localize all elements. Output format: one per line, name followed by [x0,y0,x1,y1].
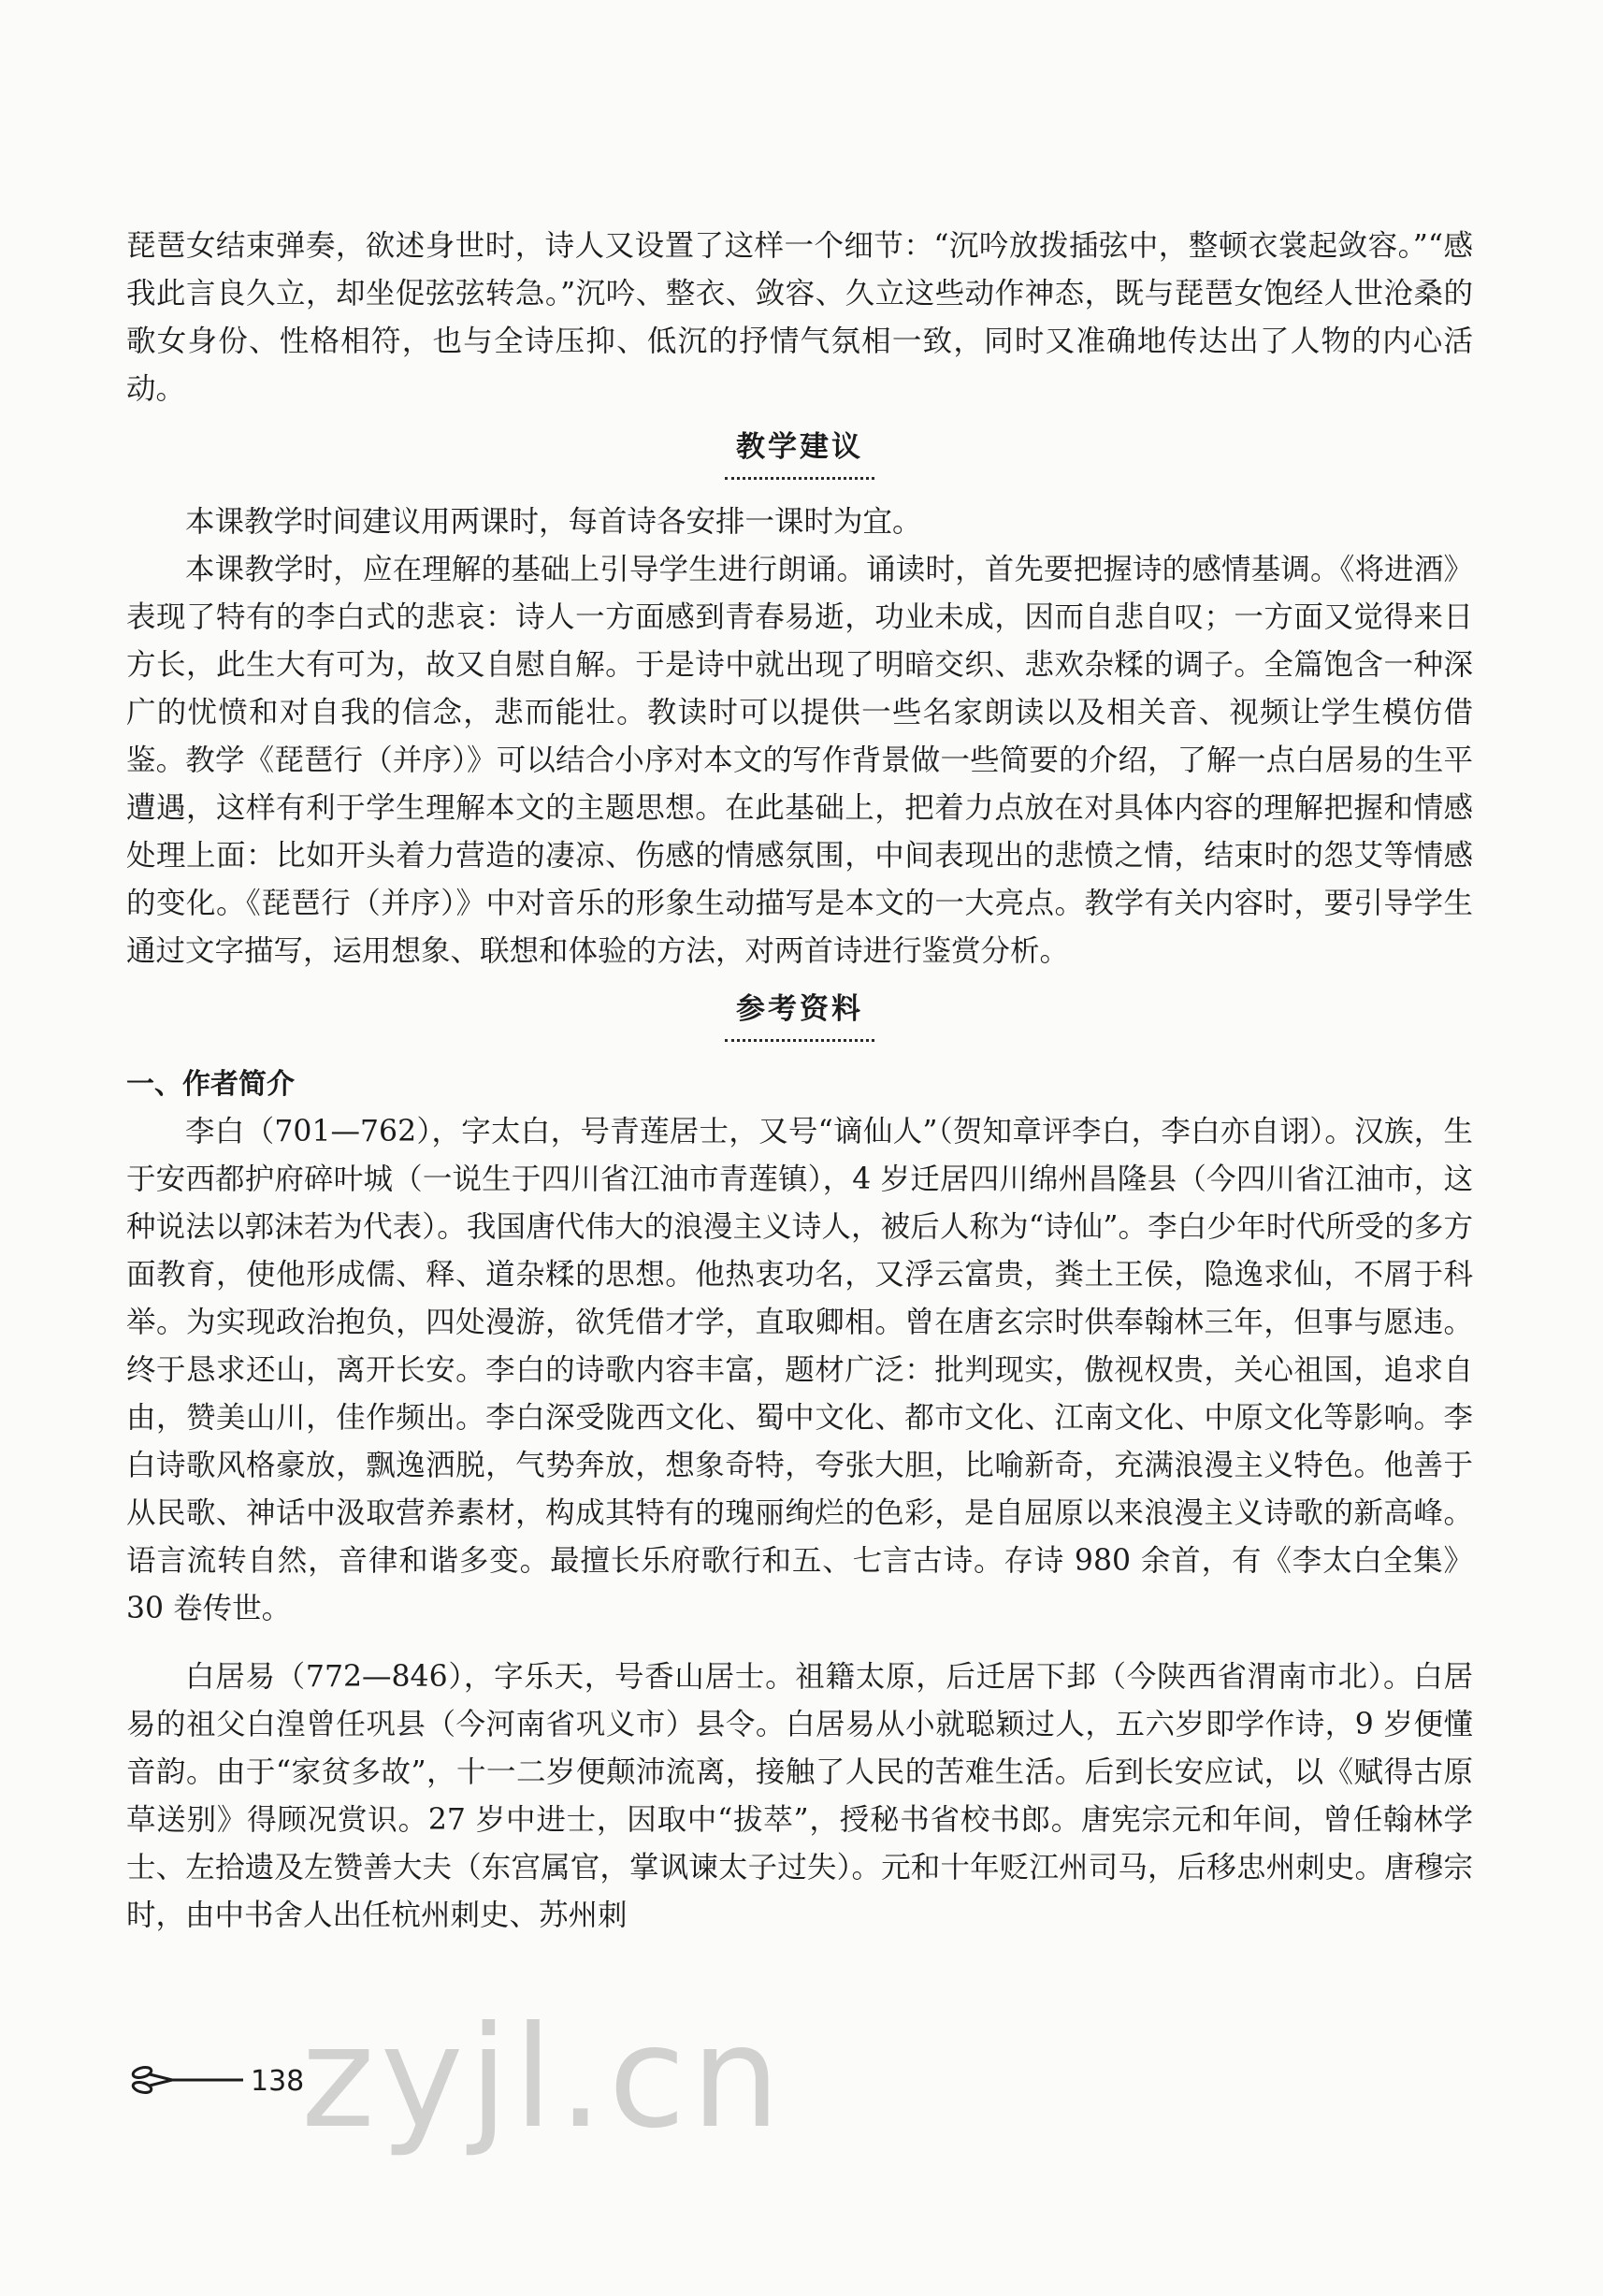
reference-section-title: 参考资料 [725,989,874,1042]
teaching-paragraph-2: 本课教学时，应在理解的基础上引导学生进行朗诵。诵读时，首先要把握诗的感情基调。《将进酒》表现了特有的李白式的悲哀：诗人一方面感到青春易逝，功业未成，因而自悲自叹；一方面又觉得来日方长，此生大有可为，故又自慰自解。于是诗中就出现了明暗交织、悲欢杂糅的调子。全篇饱含一种深广的忧愤和对自我的信念，悲而能壮。教读时可以提供一些名家朗读以及相关音、视频让学生模仿借鉴。教学《琵琶行（并序）》可以结合小序对本文的写作背景做一些简要的介绍，了解一点白居易的生平遭遇，这样有利于学生理解本文的主题思想。在此基础上，把着力点放在对具体内容的理解把握和情感处理上面：比如开头着力营造的凄凉、伤感的情感氛围，中间表现出的悲愤之情，结束时的怨艾等情感的变化。《琵琶行（并序）》中对音乐的形象生动描写是本文的一大亮点。教学有关内容时，要引导学生通过文字描写，运用想象、联想和体验的方法，对两首诗进行鉴赏分析。 [126,553,1473,968]
author-intro-subheading: 一、作者简介 [126,1068,295,1101]
intro-paragraph: 琵琶女结束弹奏，欲述身世时，诗人又设置了这样一个细节：“沉吟放拨插弦中，整顿衣裳起敛容。”“感我此言良久立，却坐促弦弦转急。”沉吟、整衣、敛容、久立这些动作神态，既与琵琶女饱经人世沧桑的歌女身份、性格相符，也与全诗压抑、低沉的抒情气氛相一致，同时又准确地传达出了人物的内心活动。 [126,229,1473,406]
reference-section-heading [126,989,1473,1042]
page-number: 138 [251,2065,305,2098]
page-content [126,223,1473,1940]
scissors-ornament-icon [131,2061,247,2099]
teaching-paragraph-1: 本课教学时间建议用两课时，每首诗各安排一课时为宜。 [185,505,922,539]
bai-juyi-paragraph: 白居易（772—846），字乐天，号香山居士。祖籍太原，后迁居下邽（今陕西省渭南市北）。白居易的祖父白湟曾任巩县（今河南省巩义市）县令。白居易从小就聪颖过人，五六岁即学作诗，9 岁便懂音韵。由于“家贫多故”，十一二岁便颠沛流离，接触了人民的苦难生活。后到长安应试，以《赋得古原草送别》得顾况赏识。27 岁中进士，因取中“拔萃”，授秘书省校书郎。唐宪宗元和年间，曾任翰林学士、左拾遗及左赞善大夫（东宫属官，掌讽谏太子过失）。元和十年贬江州司马，后移忠州刺史。唐穆宗时，由中书舍人出任杭州刺史、苏州刺 [126,1660,1473,1932]
teaching-section-title: 教学建议 [725,426,874,480]
watermark: zyjl.cn [301,1997,787,2159]
teaching-section-heading [126,426,1473,480]
li-bai-paragraph: 李白（701—762），字太白，号青莲居士，又号“谪仙人”（贺知章评李白，李白亦自诩）。汉族，生于安西都护府碎叶城（一说生于四川省江油市青莲镇），4 岁迁居四川绵州昌隆县（今四川省江油市，这种说法以郭沫若为代表）。我国唐代伟大的浪漫主义诗人，被后人称为“诗仙”。李白少年时代所受的多方面教育，使他形成儒、释、道杂糅的思想。他热衷功名，又浮云富贵，粪土王侯，隐逸求仙，不屑于科举。为实现政治抱负，四处漫游，欲凭借才学，直取卿相。曾在唐玄宗时供奉翰林三年，但事与愿违。终于恳求还山，离开长安。李白的诗歌内容丰富，题材广泛：批判现实，傲视权贵，关心祖国，追求自由，赞美山川，佳作频出。李白深受陇西文化、蜀中文化、都市文化、江南文化、中原文化等影响。李白诗歌风格豪放，飘逸洒脱，气势奔放，想象奇特，夸张大胆，比喻新奇，充满浪漫主义特色。他善于从民歌、神话中汲取营养素材，构成其特有的瑰丽绚烂的色彩，是自屈原以来浪漫主义诗歌的新高峰。语言流转自然，音律和谐多变。最擅长乐府歌行和五、七言古诗。存诗 980 余首，有《李太白全集》30 卷传世。 [126,1115,1473,1625]
